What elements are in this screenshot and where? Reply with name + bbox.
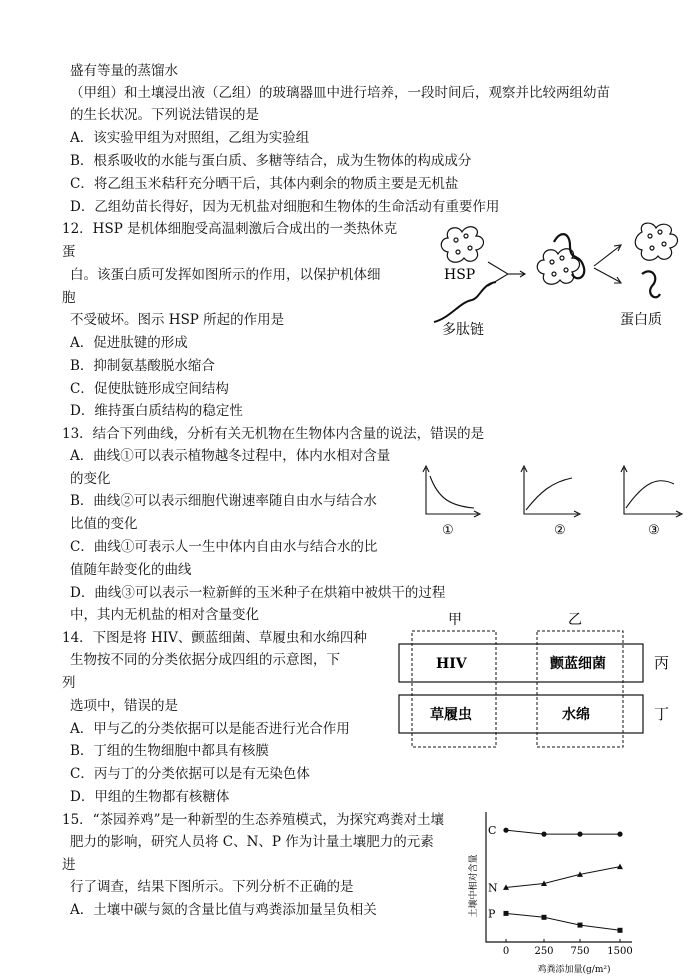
q12-option-c: C．促使肽链形成空间结构 xyxy=(70,381,229,397)
q13-option-b-2: 比值的变化 xyxy=(70,516,138,532)
q15-line-3: 进 xyxy=(62,857,76,873)
q12-option-a: A．促进肽键的形成 xyxy=(70,335,188,351)
data-point-P xyxy=(504,911,509,916)
curve-1-plot xyxy=(423,466,480,517)
q12-option-b: B．抑制氨基酸脱水缩合 xyxy=(70,358,215,374)
q15-option-a: A．土壤中碳与氮的含量比值与鸡粪添加量呈负相关 xyxy=(70,902,377,918)
group-jia-box xyxy=(412,631,496,747)
q13-line-1: 13．结合下列曲线，分析有关无机物在生物体内含量的说法，错误的是 xyxy=(62,426,485,442)
q13-option-a-2: 的变化 xyxy=(70,471,111,487)
group-jia-label: 甲 xyxy=(448,612,462,628)
soil-nutrient-chart xyxy=(462,798,640,976)
data-point-C xyxy=(503,828,508,833)
q15-line-1: 15．“茶园养鸡”是一种新型的生态养殖模式，为探究鸡粪对土壤 xyxy=(62,812,444,828)
group-yi-box xyxy=(537,631,623,747)
q13-option-d-1: D．曲线③可以表示一粒新鲜的玉米种子在烘箱中被烘干的过程 xyxy=(70,585,446,601)
chart-y-axis-label: 土壤中相对含量 xyxy=(469,854,479,918)
hsp-complex-shape xyxy=(537,234,584,284)
q14-option-d: D．甲组的生物都有核糖体 xyxy=(70,789,230,805)
q12-line-1: 12．HSP 是机体细胞受高温刺激后合成出的一类热休克 xyxy=(62,221,398,237)
q11-option-c: C．将乙组玉米秸秆充分晒干后，其体内剩余的物质主要是无机盐 xyxy=(70,176,459,192)
group-ding-label: 丁 xyxy=(654,705,670,723)
q11-option-d: D．乙组幼苗长得好，因为无机盐对细胞和生物体的生命活动有重要作用 xyxy=(70,199,500,215)
chart-x-axis-label: 鸡粪添加量(g/m²) xyxy=(537,965,611,975)
q11-line-1: 盛有等量的蒸馏水 xyxy=(70,63,178,79)
hsp-label: HSP xyxy=(444,267,476,283)
series-line-N xyxy=(506,867,620,888)
curve-1-label: ① xyxy=(442,523,454,538)
hsp-diagram xyxy=(420,222,688,340)
x-tick-label: 250 xyxy=(534,946,554,957)
arrow-merge-icon xyxy=(488,262,525,286)
data-point-P xyxy=(578,923,583,928)
x-tick-label: 1500 xyxy=(607,946,633,957)
q11-line-2: （甲组）和土壤浸出液（乙组）的玻璃器皿中进行培养，一段时间后，观察并比较两组幼苗 xyxy=(70,85,610,101)
q12-option-d: D．维持蛋白质结构的稳定性 xyxy=(70,403,243,419)
data-point-N xyxy=(617,864,623,870)
organism-hiv: HIV xyxy=(436,656,467,672)
q12-line-2: 蛋 xyxy=(62,244,76,260)
folded-protein-shape xyxy=(642,271,660,297)
data-point-C xyxy=(617,832,622,837)
q13-option-c-2: 值随年龄变化的曲线 xyxy=(70,562,192,578)
classification-diagram xyxy=(396,608,690,752)
polypeptide-chain xyxy=(434,282,496,322)
q11-option-b: B．根系吸收的水能与蛋白质、多糖等结合，成为生物体的构成成分 xyxy=(70,153,472,169)
curve-3-plot xyxy=(621,466,682,517)
q14-line-1: 14．下图是将 HIV、颤蓝细菌、草履虫和水绵四种 xyxy=(62,630,367,646)
group-yi-label: 乙 xyxy=(568,612,582,628)
q12-line-4: 胞 xyxy=(62,290,76,306)
x-tick-label: 0 xyxy=(502,946,510,957)
q14-option-b: B．丁组的生物细胞中都具有核膜 xyxy=(70,743,269,759)
q13-option-b-1: B．曲线②可以表示细胞代谢速率随自由水与结合水 xyxy=(70,493,377,509)
q11-line-3: 的生长状况。下列说法错误的是 xyxy=(70,107,259,123)
series-label-P: P xyxy=(488,907,496,921)
arrow-split-icon xyxy=(594,245,621,283)
q14-option-a: A．甲与乙的分类依据可以是能否进行光合作用 xyxy=(70,721,350,737)
group-bing-label: 丙 xyxy=(654,654,670,672)
polypeptide-label: 多肽链 xyxy=(442,322,484,338)
released-hsp-shape xyxy=(635,223,677,260)
q14-line-2: 生物按不同的分类依据分成四组的示意图，下 xyxy=(70,652,340,668)
organism-cyanobacteria: 颤蓝细菌 xyxy=(550,656,606,672)
data-point-P xyxy=(618,928,623,933)
q12-line-5: 不受破坏。图示 HSP 所起的作用是 xyxy=(70,312,285,328)
curve-2-label: ② xyxy=(554,523,566,538)
q13-option-a-1: A．曲线①可以表示植物越冬过程中，体内水相对含量 xyxy=(70,448,391,464)
q14-line-4: 选项中，错误的是 xyxy=(70,698,178,714)
q12-line-3: 白。该蛋白质可发挥如图所示的作用，以保护机体细 xyxy=(70,267,381,283)
data-point-P xyxy=(542,915,547,920)
hsp-chaperone-shape xyxy=(441,227,483,262)
organism-paramecium: 草履虫 xyxy=(430,707,472,723)
data-point-C xyxy=(577,832,582,837)
series-label-C: C xyxy=(488,824,497,838)
curve-2-plot xyxy=(521,466,580,517)
q14-option-c: C．丙与丁的分类依据可以是有无染色体 xyxy=(70,766,310,782)
q13-option-c-1: C．曲线①可表示人一生中体内自由水与结合水的比 xyxy=(70,539,378,555)
organism-spirogyra: 水绵 xyxy=(562,707,590,723)
curve-3-label: ③ xyxy=(648,523,660,538)
q15-line-2: 肥力的影响，研究人员将 C、N、P 作为计量土壤肥力的元素 xyxy=(70,834,434,850)
q11-option-a: A．该实验甲组为对照组，乙组为实验组 xyxy=(70,130,310,146)
series-line-C xyxy=(506,830,620,834)
series-label-N: N xyxy=(488,881,498,895)
x-tick-label: 750 xyxy=(570,946,590,957)
q14-line-3: 列 xyxy=(62,675,76,691)
protein-label: 蛋白质 xyxy=(620,312,662,328)
q15-line-4: 行了调查，结果下图所示。下列分析不正确的是 xyxy=(70,879,354,895)
data-point-C xyxy=(541,832,546,837)
three-curves-figure xyxy=(412,462,690,540)
series-line-P xyxy=(506,913,620,930)
q13-option-d-2: 中，其内无机盐的相对含量变化 xyxy=(70,607,259,623)
